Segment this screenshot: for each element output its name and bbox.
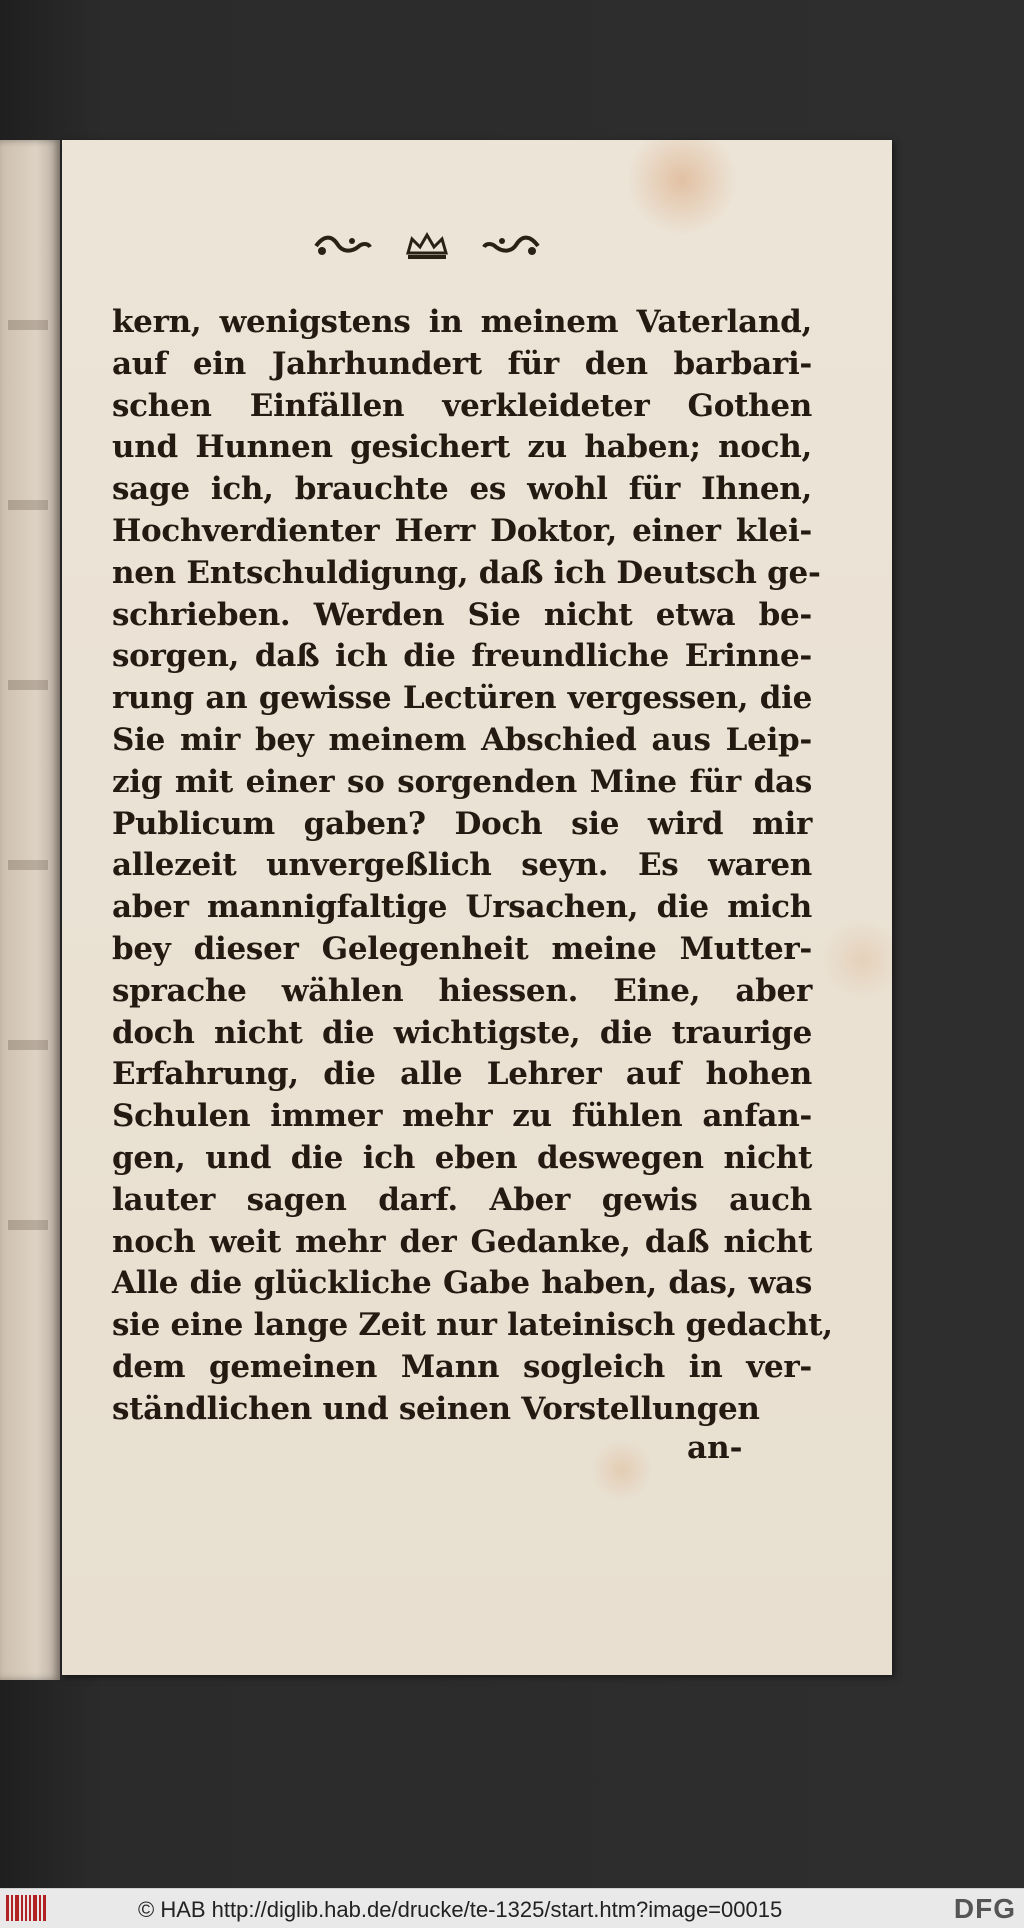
- text-line: nen Entschuldigung, daß ich Deutsch ge-: [112, 554, 821, 591]
- text-line: sprache wählen hiessen. Eine, aber: [112, 972, 812, 1009]
- header-ornament: [312, 226, 542, 266]
- text-line: schrieben. Werden Sie nicht etwa be-: [112, 596, 812, 633]
- text-line: bey dieser Gelegenheit meine Mutter-: [112, 930, 812, 967]
- text-line: Schulen immer mehr zu fühlen anfan-: [112, 1098, 812, 1135]
- crown-icon: [404, 231, 450, 261]
- text-line: Publicum gaben? Doch sie wird mir: [112, 805, 812, 842]
- text-line: schen Einfällen verkleideter Gothen: [112, 387, 812, 424]
- text-line: auf ein Jahrhundert für den barbari-: [112, 345, 812, 382]
- text-line: zig mit einer so sorgenden Mine für das: [112, 763, 812, 800]
- text-line: noch weit mehr der Gedanke, daß nicht: [112, 1223, 812, 1260]
- viewer-footer: [0, 1888, 1024, 1928]
- text-line: Sie mir bey meinem Abschied aus Leip-: [112, 721, 812, 758]
- text-line: allezeit unvergeßlich seyn. Es waren: [112, 847, 812, 884]
- text-line: aber mannigfaltige Ursachen, die mich: [112, 889, 812, 926]
- barcode-icon: [6, 1895, 46, 1921]
- text-line: gen, und die ich eben deswegen nicht: [112, 1139, 812, 1176]
- text-line: sie eine lange Zeit nur lateinisch gedacht,: [112, 1307, 833, 1344]
- text-line: Hochverdienter Herr Doktor, einer klei-: [112, 512, 812, 549]
- text-line: ständlichen und seinen Vorstellungen: [112, 1390, 760, 1427]
- book-page: [62, 140, 892, 1675]
- previous-page-edge: [0, 140, 60, 1680]
- text-line: doch nicht die wichtigste, die traurige: [112, 1014, 812, 1051]
- text-line: sorgen, daß ich die freundliche Erinne-: [112, 638, 812, 675]
- source-link[interactable]: © HAB http://diglib.hab.de/drucke/te-1325/start.htm?image=00015: [138, 1897, 783, 1922]
- text-line: lauter sagen darf. Aber gewis auch: [112, 1181, 812, 1218]
- text-line: sage ich, brauchte es wohl für Ihnen,: [112, 471, 812, 508]
- left-flourish-icon: [312, 231, 372, 261]
- text-line: rung an gewisse Lectüren vergessen, die: [112, 680, 812, 717]
- text-line: Erfahrung, die alle Lehrer auf hohen: [112, 1056, 812, 1093]
- dfg-logo: DFG: [953, 1893, 1016, 1924]
- text-line: dem gemeinen Mann sogleich in ver-: [112, 1348, 812, 1385]
- text-line: und Hunnen gesichert zu haben; noch,: [112, 429, 812, 466]
- catchword: an-: [687, 1430, 743, 1466]
- text-line: Alle die glückliche Gabe haben, das, was: [112, 1265, 812, 1302]
- text-line: kern, wenigstens in meinem Vaterland,: [112, 304, 812, 340]
- body-text: [112, 302, 833, 1431]
- right-flourish-icon: [482, 231, 542, 261]
